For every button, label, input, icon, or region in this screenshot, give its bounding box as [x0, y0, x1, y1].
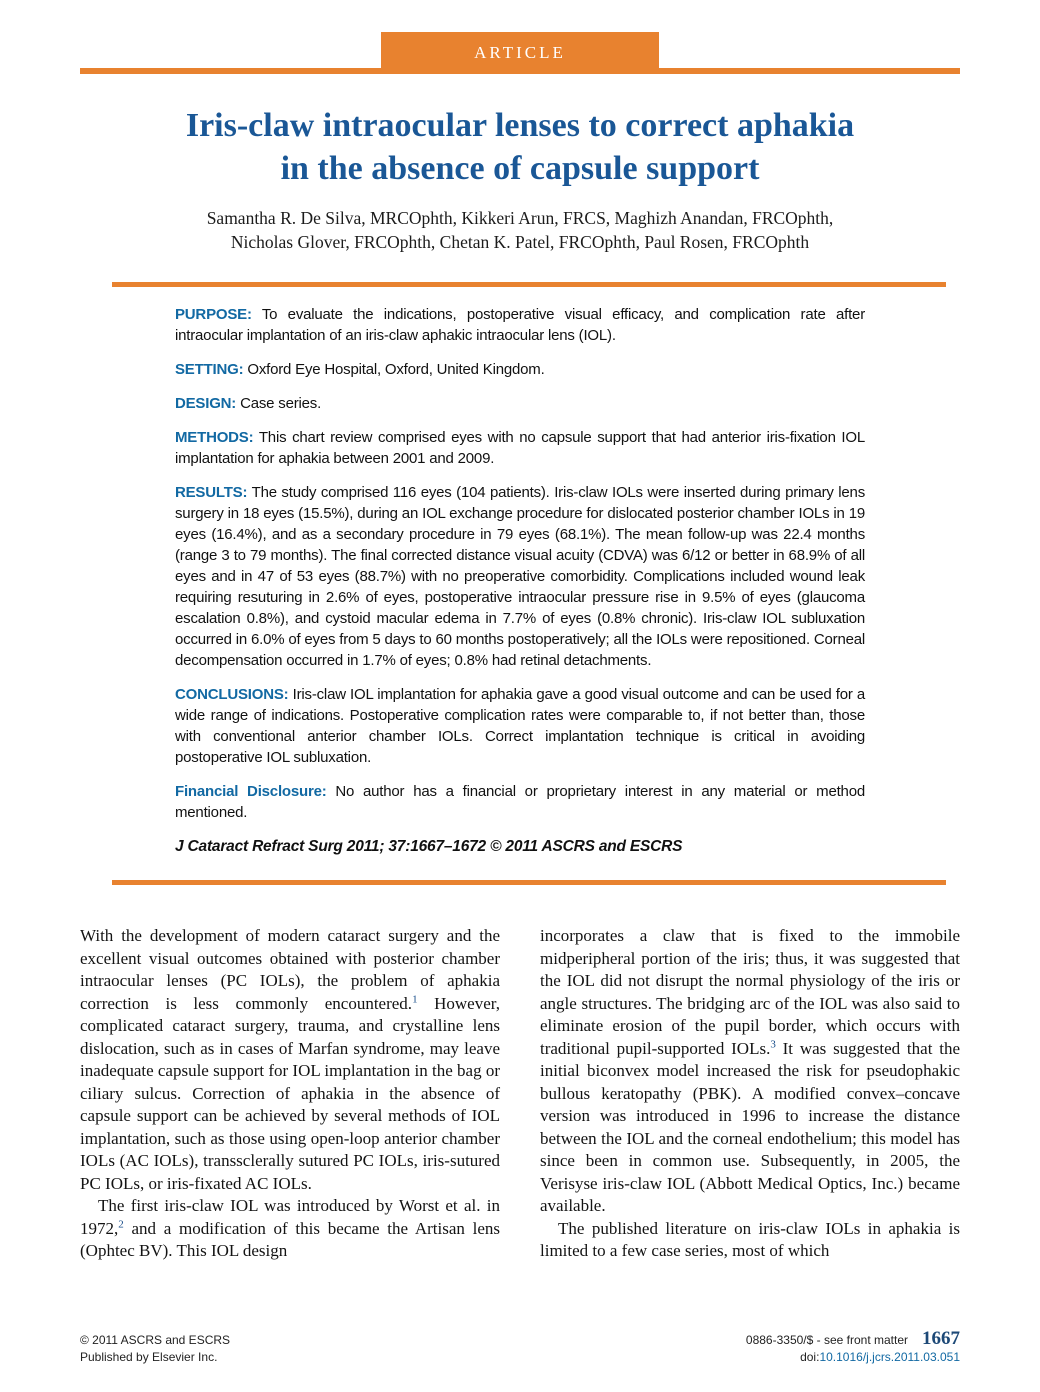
abstract [175, 304, 865, 870]
body-paragraph-intro [80, 925, 500, 1195]
body-paragraph-design [540, 925, 960, 1218]
abstract-section-purpose [175, 304, 865, 346]
paragraph-text: With the development of modern cataract surgery and the excellent visual outcomes obtained with posterior chamber intraocular lenses (PC IOLs), the problem of aphakia correction is less commonly encountered. [80, 926, 500, 1013]
footer-right [746, 1330, 960, 1366]
paragraph-text: and a modification of this became the Artisan lens (Ophtec BV). This IOL design [80, 1218, 500, 1260]
abstract-bottom-rule [112, 880, 946, 885]
footer-doi-prefix: doi: [800, 1350, 820, 1364]
abstract-section-methods [175, 427, 865, 469]
abstract-text-purpose: To evaluate the indications, postoperative visual efficacy, and complication rate after intraocular implantation of an iris-claw aphakic intraocular lens (IOL). [175, 306, 865, 344]
paragraph-text: It was suggested that the initial biconvex model increased the risk for pseudophakic bullous keratopathy (PBK). A modified convex–concave version was introduced in 1996 to increase the distance between the IOL and the corneal endothelium; this model has since been in common use. Subsequently, in 2005, the Verisyse iris-claw IOL (Abbott Medical Optics, Inc.) became available. [540, 1038, 960, 1215]
reference-superscript-1[interactable]: 1 [412, 992, 418, 1005]
abstract-text-methods: This chart review comprised eyes with no capsule support that had anterior iris-fixation IOL implantation for aphakia between 2001 and 2009. [175, 429, 865, 467]
body-paragraph-history [80, 1195, 500, 1263]
abstract-label-conclusions: CONCLUSIONS: [175, 686, 289, 703]
abstract-label-financial-disclosure: Financial Disclosure: [175, 783, 327, 800]
footer-left [80, 1332, 230, 1366]
author-line-1: Samantha R. De Silva, MRCOphth, Kikkeri Arun, FRCS, Maghizh Anandan, FRCOphth, [206, 208, 834, 228]
abstract-section-conclusions [175, 684, 865, 768]
doi-link[interactable]: 10.1016/j.jcrs.2011.03.051 [819, 1350, 960, 1364]
abstract-label-purpose: PURPOSE: [175, 306, 252, 323]
body-paragraph-literature [540, 1218, 960, 1263]
citation-line: J Cataract Refract Surg 2011; 37:1667–1672 © 2011 ASCRS and ESCRS [175, 838, 683, 855]
page-footer [80, 1330, 960, 1366]
reference-superscript-3[interactable]: 3 [770, 1037, 776, 1050]
masthead [0, 30, 1040, 74]
paragraph-text: However, complicated cataract surgery, trauma, and crystalline lens dislocation, such as in cases of Marfan syndrome, may leave inadequate capsule support for IOL implantation in the bag or ciliary sulcus. Correction of aphakia in the absence of capsule support can be achieved by several methods of IOL implantation, such as those using open-loop anterior chamber IOLs (AC IOLs), transsclerally sutured PC IOLs, iris-sutured PC IOLs, or iris-fixated AC IOLs. [80, 993, 501, 1193]
author-list [0, 206, 1040, 254]
abstract-section-setting [175, 359, 865, 380]
abstract-label-methods: METHODS: [175, 429, 254, 446]
abstract-label-setting: SETTING: [175, 361, 244, 378]
abstract-section-results [175, 482, 865, 671]
footer-doi-row [746, 1349, 960, 1366]
reference-superscript-2[interactable]: 2 [118, 1217, 124, 1230]
page-title [60, 104, 980, 190]
abstract-label-design: DESIGN: [175, 395, 237, 412]
article-type-tab [381, 32, 659, 74]
footer-issn-row [746, 1330, 960, 1349]
abstract-section-design [175, 393, 865, 414]
abstract-text-conclusions: Iris-claw IOL implantation for aphakia gave a good visual outcome and can be used for a wide range of indications. Postoperative complication rates were comparable to, if not better than, those with conventional anterior chamber IOLs. Correct implantation technique is critical in avoiding postoperative IOL subluxation. [175, 686, 866, 766]
title-line-1: Iris-claw intraocular lenses to correct aphakia [185, 107, 855, 144]
title-line-2: in the absence of capsule support [280, 150, 760, 187]
article-type-label: ARTICLE [474, 43, 566, 62]
body-left-column [80, 925, 500, 1263]
paragraph-text: The published literature on iris-claw IOLs in aphakia is limited to a few case series, most of which [540, 1218, 960, 1260]
abstract-text-financial-disclosure: No author has a financial or proprietary interest in any material or method mentioned. [175, 783, 865, 821]
abstract-top-rule [112, 282, 946, 287]
body-text [80, 925, 960, 1263]
paragraph-text: The first iris-claw IOL was introduced by Worst et al. in 1972, [80, 1196, 500, 1238]
body-right-column [540, 925, 960, 1263]
author-line-2: Nicholas Glover, FRCOphth, Chetan K. Patel, FRCOphth, Paul Rosen, FRCOphth [230, 232, 810, 252]
abstract-text-design: Case series. [240, 395, 322, 412]
abstract-label-results: RESULTS: [175, 484, 248, 501]
footer-issn-note: 0886-3350/$ - see front matter [745, 1333, 908, 1347]
footer-copyright: © 2011 ASCRS and ESCRS [80, 1333, 231, 1347]
abstract-text-setting: Oxford Eye Hospital, Oxford, United Kingdom. [247, 361, 545, 378]
footer-publisher: Published by Elsevier Inc. [80, 1350, 218, 1364]
paragraph-text: incorporates a claw that is fixed to the immobile midperipheral portion of the iris; thus, it was suggested that the IOL did not disrupt the normal physiology of the iris or angle structures. The bridging arc of the IOL was also said to eliminate erosion of the pupil border, which occurs with traditional pupil-supported IOLs. [540, 926, 960, 1058]
footer-page-number: 1667 [922, 1328, 960, 1349]
abstract-section-financial-disclosure [175, 781, 865, 823]
abstract-text-results: The study comprised 116 eyes (104 patients). Iris-claw IOLs were inserted during primary lens surgery in 18 eyes (15.5%), during an IOL exchange procedure for dislocated posterior chamber IOLs in 19 eyes (16.4%), and as a secondary procedure in 79 eyes (68.1%). The mean follow-up was 22.4 months (range 3 to 79 months). The final corrected distance visual acuity (CDVA) was 6/12 or better in 68.9% of all eyes and in 47 of 53 eyes (88.7%) with no preoperative comorbidity. Complications included wound leak requiring resuturing in 2.6% of eyes, postoperative intraocular pressure rise in 9.5% of eyes (glaucoma escalation 0.8%), and cystoid macular edema in 7.7% of eyes (0.8% chronic). Iris-claw IOL subluxation occurred in 6.0% of eyes from 5 days to 60 months postoperatively; all the IOLs were repositioned. Corneal decompensation occurred in 1.7% of eyes; 0.8% had retinal detachments. [175, 484, 866, 669]
